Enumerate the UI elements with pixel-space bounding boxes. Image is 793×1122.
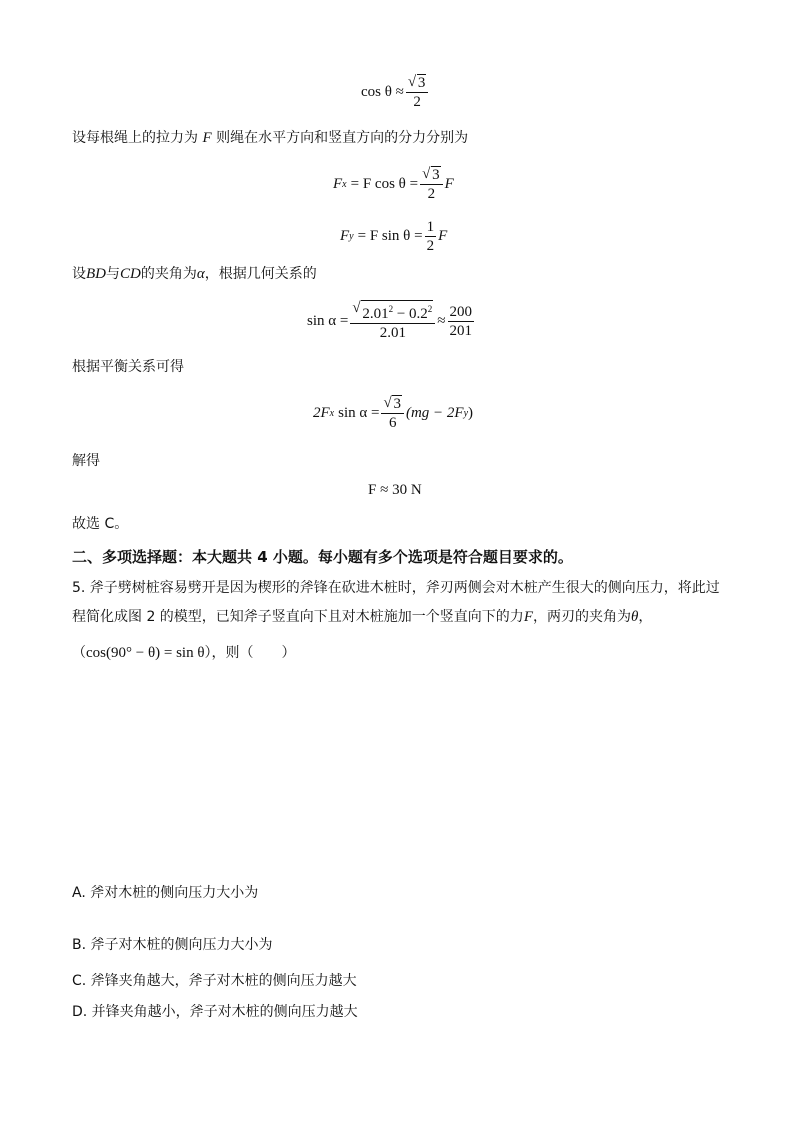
paragraph-choice: 故选 C。 <box>72 516 129 532</box>
paragraph-balance: 根据平衡关系可得 <box>72 359 184 375</box>
fraction: √ 3 6 <box>381 395 404 432</box>
sqrt: √ 3 <box>407 74 426 91</box>
option-d: D. 并锋夹角越小，斧子对木桩的侧向压力越大 <box>72 1004 358 1020</box>
formula-cos-theta <box>361 74 430 111</box>
fraction: √ $2.01^2 - 0.2^2$ 2.01 <box>350 300 435 342</box>
fraction: √ 3 2 <box>406 74 429 111</box>
formula-balance: 2F x sin α = √ 3 6 (mg − 2F y ) <box>313 395 474 431</box>
fraction: $\frac{200}{201}$ <box>449 303 473 339</box>
option-a: A. 斧对木桩的侧向压力大小为 <box>72 885 259 901</box>
sqrt: √ 3 <box>383 395 401 412</box>
formula-text: cos θ ≈ <box>361 84 404 100</box>
formula-fy: F y = F sin θ = $\frac{1}{2}$ F <box>340 219 448 254</box>
fraction: √ 3 2 <box>420 166 443 203</box>
formula-fx: F x = F cos θ = √ 3 2 F <box>333 166 454 202</box>
option-c: C. 斧锋夹角越大，斧子对木桩的侧向压力越大 <box>72 973 357 989</box>
formula-identity: cos(90° − θ) = sin θ <box>86 645 205 661</box>
paragraph-angle: 设BD与CD的夹角为α，根据几何关系的 <box>72 266 317 282</box>
formula-result: F ≈ 30 N <box>368 482 422 498</box>
paragraph-solve: 解得 <box>72 453 100 469</box>
sqrt: √ 3 <box>422 166 440 183</box>
fraction: $\frac{1}{2}$ <box>426 219 435 254</box>
option-b: B. 斧子对木桩的侧向压力大小为 <box>72 937 273 953</box>
paragraph-tension: 设每根绳上的拉力为 F 则绳在水平方向和竖直方向的分力分别为 <box>72 130 469 146</box>
question-line-1: 5. 斧子劈树桩容易劈开是因为楔形的斧锋在砍进木桩时，斧刃两侧会对木桩产生很大的侧向压力，将此过 <box>72 580 720 596</box>
question-line-2: 程简化成图 2 的模型，已知斧子竖直向下且对木桩施加一个竖直向下的力F，两刃的夹角为θ， <box>72 609 653 625</box>
question-line-3: （cos(90° − θ) = sin θ），则（ ） <box>72 645 296 661</box>
sqrt: √ $2.01^2 - 0.2^2$ <box>352 300 433 322</box>
formula-sin-alpha: sin α = √ $2.01^2 - 0.2^2$ 2.01 ≈ $\frac{200}{201}$ <box>307 300 473 341</box>
section-heading: 二、多项选择题：本大题共 4 小题。每小题有多个选项是符合题目要求的。 <box>72 548 573 566</box>
